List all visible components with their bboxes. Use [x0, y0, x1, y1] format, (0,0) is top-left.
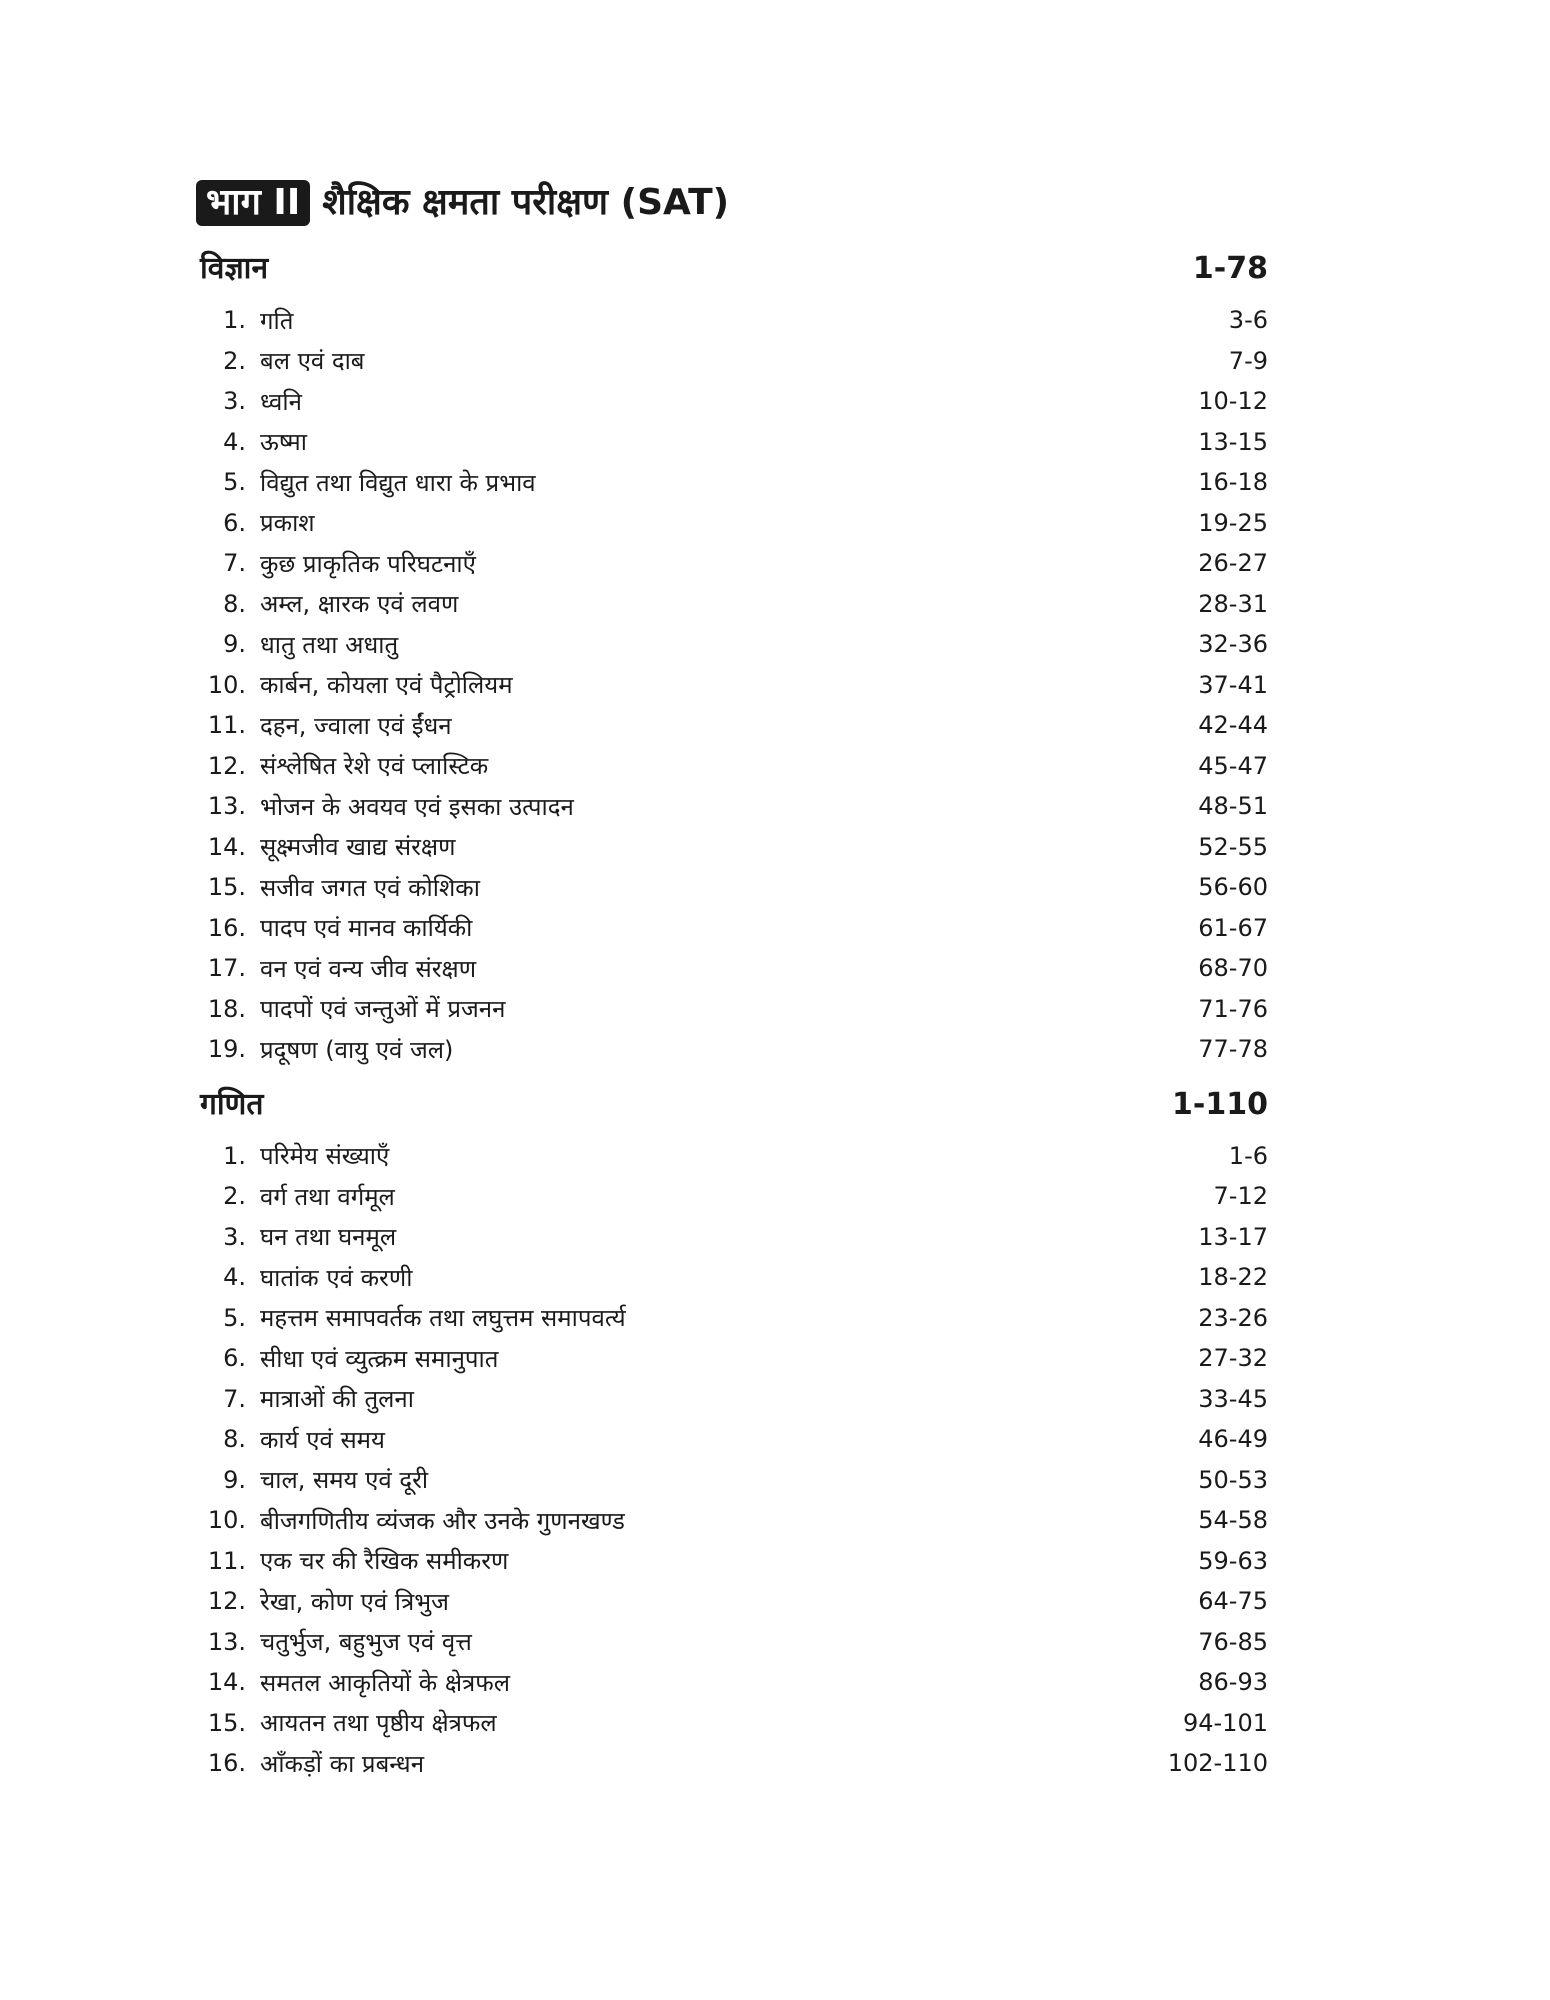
- entry-title: आँकड़ों का प्रबन्धन: [260, 1749, 425, 1778]
- toc-entry: [200, 543, 1268, 584]
- entry-number: 13.: [207, 792, 246, 821]
- entry-page-range: 76-85: [1198, 1627, 1268, 1656]
- entry-number: 12.: [207, 1587, 246, 1616]
- entry-title: समतल आकृतियों के क्षेत्रफल: [260, 1668, 511, 1697]
- part-header: [196, 180, 729, 226]
- entry-title: परिमेय संख्याएँ: [260, 1142, 390, 1171]
- part-title: शैक्षिक क्षमता परीक्षण (SAT): [322, 182, 730, 223]
- entry-page-range: 71-76: [1198, 994, 1268, 1023]
- entry-title: ऊष्मा: [260, 428, 307, 457]
- toc-entry: [200, 381, 1268, 422]
- section-heading: [200, 1082, 1268, 1136]
- entry-page-range: 94-101: [1182, 1708, 1268, 1737]
- toc-entry: [200, 705, 1268, 746]
- entry-number: 10.: [207, 670, 246, 699]
- toc-entry: [200, 1379, 1268, 1420]
- entry-page-range: 50-53: [1198, 1465, 1268, 1494]
- entry-number: 18.: [207, 994, 246, 1023]
- entry-page-range: 68-70: [1198, 954, 1268, 983]
- entry-title: विद्युत तथा विद्युत धारा के प्रभाव: [260, 468, 536, 497]
- toc-entry: [200, 1703, 1268, 1744]
- toc-entry: [200, 1419, 1268, 1460]
- entry-page-range: 46-49: [1198, 1425, 1268, 1454]
- entry-title: कुछ प्राकृतिक परिघटनाएँ: [260, 549, 476, 578]
- toc-entry: [200, 827, 1268, 868]
- entry-page-range: 32-36: [1198, 630, 1268, 659]
- entry-title: गति: [260, 306, 294, 335]
- section-heading: [200, 246, 1268, 300]
- entry-page-range: 23-26: [1198, 1303, 1268, 1332]
- entry-number: 16.: [207, 1749, 246, 1778]
- entry-title: पादपों एवं जन्तुओं में प्रजनन: [260, 995, 506, 1024]
- entry-number: 5.: [223, 468, 246, 497]
- entry-title: पादप एवं मानव कार्यिकी: [260, 914, 473, 943]
- entry-number: 4.: [223, 1263, 246, 1292]
- entry-page-range: 3-6: [1228, 306, 1268, 335]
- entry-page-range: 13-15: [1198, 427, 1268, 456]
- entry-page-range: 45-47: [1198, 751, 1268, 780]
- entry-number: 11.: [207, 1546, 246, 1575]
- entry-title: भोजन के अवयव एवं इसका उत्पादन: [260, 792, 574, 821]
- toc-entry: [200, 624, 1268, 665]
- entry-number: 6.: [223, 508, 246, 537]
- toc-entry: [200, 786, 1268, 827]
- entry-title: सूक्ष्मजीव खाद्य संरक्षण: [260, 833, 456, 862]
- toc-entry: [200, 1662, 1268, 1703]
- entry-number: 16.: [207, 913, 246, 942]
- entry-page-range: 42-44: [1198, 711, 1268, 740]
- entry-page-range: 102-110: [1167, 1749, 1268, 1778]
- entry-number: 11.: [207, 711, 246, 740]
- toc-entry: [200, 867, 1268, 908]
- toc-entry: [200, 1622, 1268, 1663]
- toc-entry: [200, 1743, 1268, 1784]
- entry-page-range: 19-25: [1198, 508, 1268, 537]
- entry-title: मात्राओं की तुलना: [260, 1385, 414, 1414]
- entry-title: बीजगणितीय व्यंजक और उनके गुणनखण्ड: [260, 1506, 625, 1535]
- entry-number: 2.: [223, 346, 246, 375]
- entry-number: 7.: [223, 549, 246, 578]
- entry-page-range: 61-67: [1198, 913, 1268, 942]
- entry-title: दहन, ज्वाला एवं ईंधन: [260, 711, 452, 740]
- entry-page-range: 18-22: [1198, 1263, 1268, 1292]
- toc-entry: [200, 1298, 1268, 1339]
- entry-page-range: 26-27: [1198, 549, 1268, 578]
- entry-page-range: 56-60: [1198, 873, 1268, 902]
- entry-page-range: 37-41: [1198, 670, 1268, 699]
- section-page-range: 1-78: [1192, 251, 1268, 286]
- entry-title: अम्ल, क्षारक एवं लवण: [260, 590, 459, 619]
- section-title: विज्ञान: [200, 251, 269, 286]
- entry-page-range: 59-63: [1198, 1546, 1268, 1575]
- toc-entry: [200, 503, 1268, 544]
- entry-page-range: 33-45: [1198, 1384, 1268, 1413]
- entry-number: 3.: [223, 1222, 246, 1251]
- entry-title: महत्तम समापवर्तक तथा लघुत्तम समापवर्त्य: [260, 1304, 626, 1333]
- entry-page-range: 1-6: [1228, 1141, 1268, 1170]
- entry-title: घातांक एवं करणी: [260, 1263, 413, 1292]
- section-title: गणित: [200, 1086, 264, 1122]
- toc-entry: [200, 462, 1268, 503]
- toc-entry: [200, 1217, 1268, 1258]
- entry-title: आयतन तथा पृष्ठीय क्षेत्रफल: [260, 1709, 497, 1738]
- entry-number: 15.: [207, 1708, 246, 1737]
- entry-page-range: 28-31: [1198, 589, 1268, 618]
- entry-title: प्रदूषण (वायु एवं जल): [260, 1035, 454, 1064]
- toc-entry: [200, 1338, 1268, 1379]
- entry-number: 10.: [207, 1506, 246, 1535]
- entry-number: 14.: [207, 1668, 246, 1697]
- table-of-contents: [200, 246, 1268, 1784]
- toc-entry: [200, 1176, 1268, 1217]
- entry-number: 8.: [223, 1425, 246, 1454]
- entry-number: 19.: [207, 1035, 246, 1064]
- entry-page-range: 48-51: [1198, 792, 1268, 821]
- entry-number: 1.: [223, 306, 246, 335]
- entry-number: 2.: [223, 1182, 246, 1211]
- entry-page-range: 10-12: [1198, 387, 1268, 416]
- entry-number: 15.: [207, 873, 246, 902]
- entry-title: घन तथा घनमूल: [260, 1223, 397, 1252]
- entry-number: 8.: [223, 589, 246, 618]
- toc-entry: [200, 300, 1268, 341]
- entry-number: 9.: [223, 630, 246, 659]
- entry-page-range: 64-75: [1198, 1587, 1268, 1616]
- toc-entry: [200, 989, 1268, 1030]
- entry-title: रेखा, कोण एवं त्रिभुज: [260, 1587, 449, 1616]
- entry-page-range: 13-17: [1198, 1222, 1268, 1251]
- entry-title: चाल, समय एवं दूरी: [260, 1466, 429, 1495]
- toc-entry: [200, 908, 1268, 949]
- toc-entry: [200, 1029, 1268, 1070]
- entry-title: कार्बन, कोयला एवं पैट्रोलियम: [260, 671, 513, 700]
- part-badge: भाग II: [196, 180, 310, 226]
- entry-title: वर्ग तथा वर्गमूल: [260, 1182, 395, 1211]
- entry-page-range: 7-12: [1213, 1182, 1268, 1211]
- entry-title: संश्लेषित रेशे एवं प्लास्टिक: [260, 752, 489, 781]
- entry-number: 17.: [207, 954, 246, 983]
- entry-page-range: 54-58: [1198, 1506, 1268, 1535]
- entry-number: 3.: [223, 387, 246, 416]
- entry-number: 12.: [207, 751, 246, 780]
- entry-page-range: 52-55: [1198, 832, 1268, 861]
- entry-title: ध्वनि: [260, 387, 302, 416]
- entry-page-range: 86-93: [1198, 1668, 1268, 1697]
- entry-title: बल एवं दाब: [260, 347, 365, 376]
- entry-title: कार्य एवं समय: [260, 1425, 385, 1454]
- entry-number: 9.: [223, 1465, 246, 1494]
- entry-page-range: 77-78: [1198, 1035, 1268, 1064]
- entry-number: 4.: [223, 427, 246, 456]
- entry-number: 14.: [207, 832, 246, 861]
- entry-number: 6.: [223, 1344, 246, 1373]
- entry-number: 7.: [223, 1384, 246, 1413]
- toc-entry: [200, 948, 1268, 989]
- entry-title: धातु तथा अधातु: [260, 630, 399, 659]
- toc-entry: [200, 665, 1268, 706]
- toc-entry: [200, 1257, 1268, 1298]
- entry-title: सीधा एवं व्युत्क्रम समानुपात: [260, 1344, 499, 1373]
- entry-title: वन एवं वन्य जीव संरक्षण: [260, 954, 477, 983]
- toc-entry: [200, 341, 1268, 382]
- section-page-range: 1-110: [1172, 1086, 1268, 1122]
- entry-page-range: 7-9: [1228, 346, 1268, 375]
- entry-title: प्रकाश: [260, 509, 315, 538]
- entry-title: चतुर्भुज, बहुभुज एवं वृत्त: [260, 1628, 472, 1657]
- entry-page-range: 16-18: [1198, 468, 1268, 497]
- entry-title: सजीव जगत एवं कोशिका: [260, 873, 480, 902]
- entry-title: एक चर की रैखिक समीकरण: [260, 1547, 509, 1576]
- entry-number: 13.: [207, 1627, 246, 1656]
- toc-entry: [200, 584, 1268, 625]
- entry-number: 1.: [223, 1141, 246, 1170]
- toc-entry: [200, 1136, 1268, 1177]
- toc-entry: [200, 1460, 1268, 1501]
- toc-entry: [200, 422, 1268, 463]
- toc-entry: [200, 1541, 1268, 1582]
- toc-entry: [200, 1581, 1268, 1622]
- entry-page-range: 27-32: [1198, 1344, 1268, 1373]
- entry-number: 5.: [223, 1303, 246, 1332]
- toc-entry: [200, 1500, 1268, 1541]
- toc-entry: [200, 746, 1268, 787]
